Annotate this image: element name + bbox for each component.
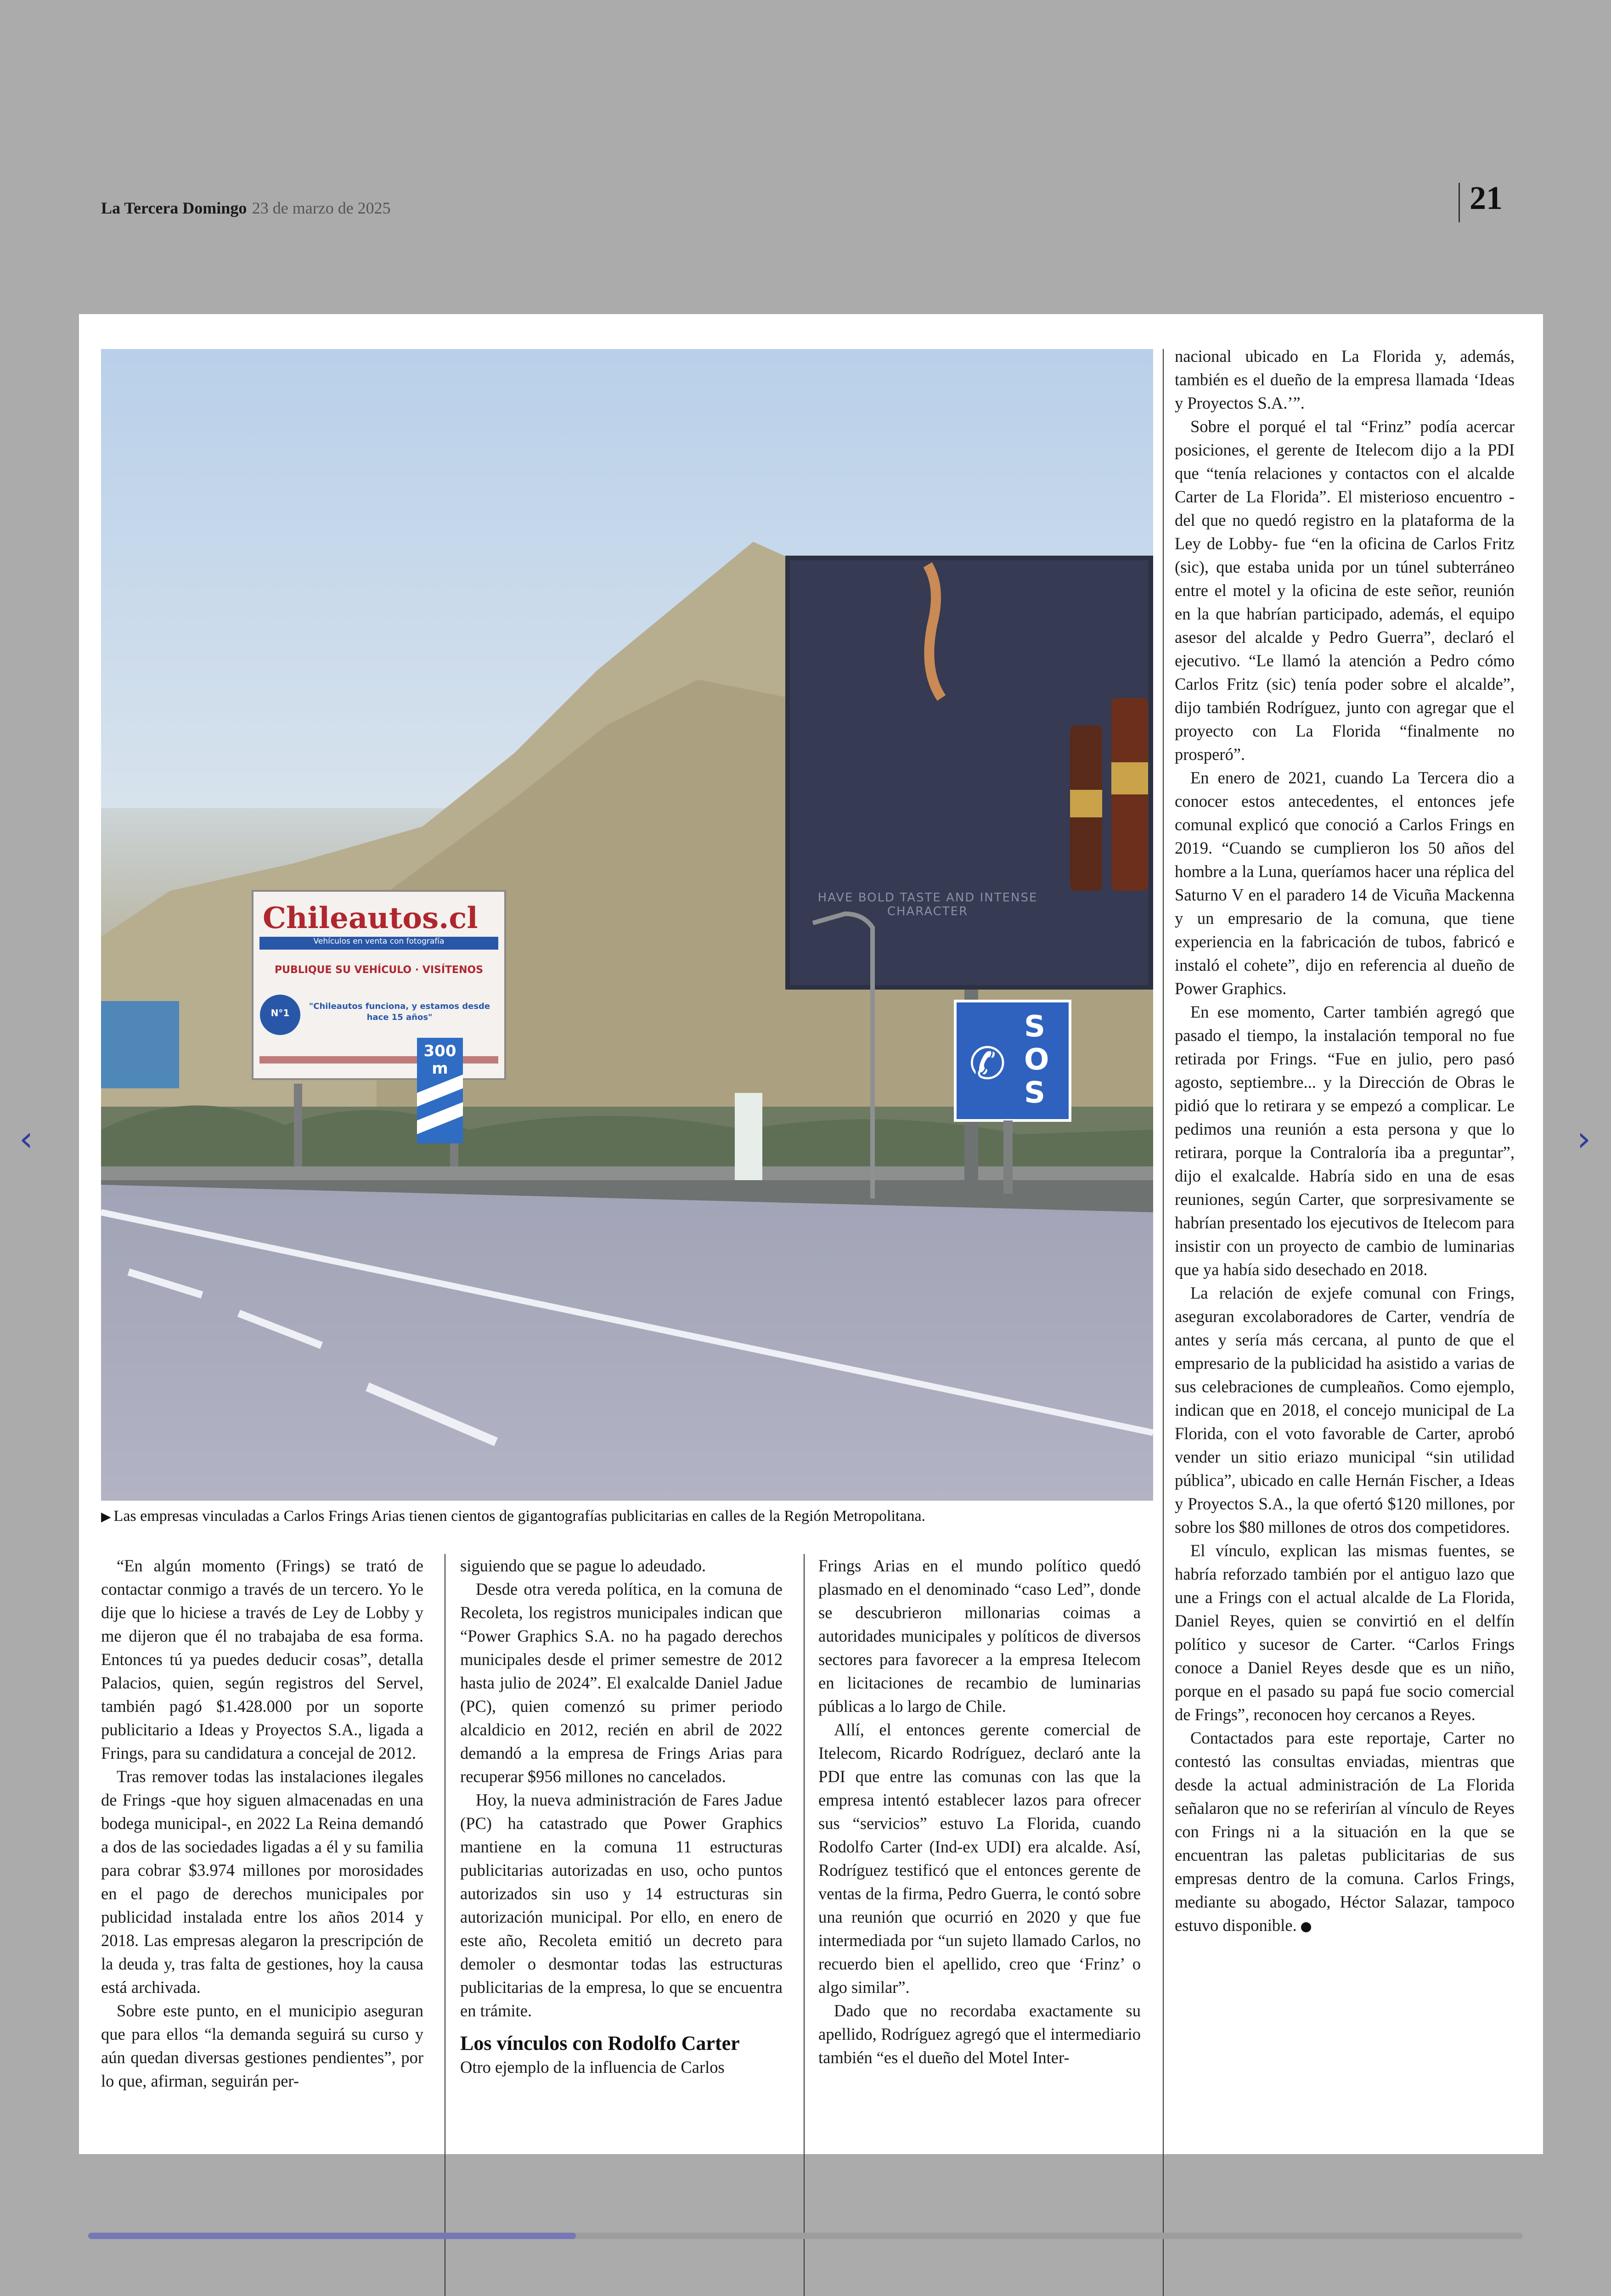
paragraph: Hoy, la nueva administración de Fares Jadue (PC) ha catastrado que Power Graphics mantiene en la comuna 11 estructuras publicitarias autorizadas en uso, ocho puntos autorizados sin uso y 14 estructuras sin autorización municipal. Por ello, en enero de este año, Recoleta emitió un decreto para demoler o desmontar todas las estructuras publicitarias de la empresa, lo que se encuentra en trámite. bbox=[460, 1790, 783, 2020]
end-of-article-icon bbox=[1301, 1922, 1311, 1932]
billboard-tagline: Vehículos en venta con fotografía bbox=[313, 937, 445, 946]
billboard-chileautos bbox=[253, 891, 505, 1079]
chevron-left-icon: ‹ bbox=[19, 1118, 34, 1159]
header-publication bbox=[101, 198, 391, 218]
billboard-cta: PUBLIQUE SU VEHÍCULO · VISÍTENOS bbox=[274, 964, 484, 976]
billboard-brand: Chileautos.cl bbox=[263, 901, 478, 935]
paragraph: Frings Arias en el mundo político quedó plasmado en el denominado “caso Led”, donde se descubrieron millonarias coimas a autoridades municipales y políticos de diversos sectores para favorecer a la empresa Itelecom en licitaciones de recambio de luminarias públicas a lo largo de Chile. bbox=[818, 1556, 1141, 1716]
paragraph: Tras remover todas las instalaciones ilegales de Frings -que hoy siguen almacenadas en una bodega municipal-, en 2022 La Reina demandó a dos de las sociedades ligadas a él y su familia para cobrar $3.974 millones por morosidades en el pago de derechos municipales por publicidad instalada entre los años 2014 y 2018. Las empresas alegaron la prescripción de la deuda y, tras falta de gestiones, hoy la causa está archivada. bbox=[101, 1767, 423, 1997]
sos-label: SOS bbox=[1024, 1010, 1049, 1110]
caption-arrow-icon: ▶ bbox=[101, 1510, 111, 1524]
next-page-button[interactable] bbox=[1568, 1120, 1600, 1157]
column-divider bbox=[804, 1554, 805, 2296]
whisky-slogan: HAVE BOLD TASTE AND INTENSE CHARACTER bbox=[817, 891, 1038, 918]
paragraph: Allí, el entonces gerente comercial de Itelecom, Ricardo Rodríguez, declaró ante la PDI que entre las comunas con las que la empresa intentó establecer lazos para ofrecer sus “servicios” estuvo La Florida, cuando Rodolfo Carter (Ind-ex UDI) era alcalde. Así, Rodríguez testificó que el entonces gerente de ventas de la firma, Pedro Guerra, le contó sobre una reunión que ocurrió en 2020 y que fue intermediada por “un sujeto llamado Carlos, no recuerdo bien el apellido, creo que ‘Frinz’ o algo similar”. bbox=[818, 1720, 1141, 1997]
article-column-2 bbox=[460, 1554, 783, 2079]
phone-icon: ✆ bbox=[969, 1038, 1006, 1089]
paragraph: En enero de 2021, cuando La Tercera dio a conocer estos antecedentes, el entonces jefe comunal explicó que conoció a Carlos Frings en 2019. “Cuando se cumplieron los 50 años del hombre a la Luna, queríamos hacer una réplica del Saturno V en el paradero 14 de Vicuña Mackenna y un empresario de la comuna, que tiene experiencia en la fabricación de tubos, fabricó e instaló el cohete”, dijo en referencia al dueño de Power Graphics. bbox=[1175, 768, 1515, 998]
publication-date: 23 de marzo de 2025 bbox=[252, 199, 391, 217]
billboard-quote: "Chileautos funciona, y estamos desde hace 15 años" bbox=[309, 1002, 490, 1022]
article-photo bbox=[101, 349, 1153, 1501]
header-divider bbox=[1459, 183, 1460, 222]
newspaper-page bbox=[79, 314, 1543, 2154]
paragraph: Desde otra vereda política, en la comuna de Recoleta, los registros municipales indican que “Power Graphics S.A. no ha pagado derechos municipales desde el primer semestre de 2012 hasta julio de 2024”. El exalcalde Daniel Jadue (PC), quien comenzó su primer periodo alcaldicio en 2012, recién en abril de 2022 demandó a la empresa de Frings Arias para recuperar $956 millones no cancelados. bbox=[460, 1580, 783, 1786]
column-divider bbox=[1163, 349, 1164, 2296]
paragraph-text: Contactados para este reportaje, Carter no contestó las consultas enviadas, mientras que desde la actual administración de La Florida señalaron que no se referirían al vínculo de Reyes con Frings ni a la situación en la que se encuentran las paletas publicitarias de sus empresas dentro de la comuna. Carlos Frings, mediante su abogado, Héctor Salazar, tampoco estuvo disponible. bbox=[1175, 1728, 1515, 1935]
reading-progress-bar[interactable] bbox=[88, 2233, 1523, 2239]
paragraph: nacional ubicado en La Florida y, además, también es el dueño de la empresa llamada ‘Ideas y Proyectos S.A.’”. bbox=[1175, 347, 1515, 412]
article-column-4 bbox=[1175, 344, 1515, 1937]
article-column-3 bbox=[818, 1554, 1141, 2069]
article-column-1 bbox=[101, 1554, 423, 2093]
paragraph: Sobre este punto, en el municipio aseguran que para ellos “la demanda seguirá su curso y aún quedan diversas gestiones pendientes”, por lo que, afirman, seguirán per- bbox=[101, 2001, 423, 2090]
paragraph: “En algún momento (Frings) se trató de contactar conmigo a través de un tercero. Yo le dije que lo hiciese a través de Ley de Lobby y me dijeron que él no trabajaba de esa forma. Entonces tú ya puedes deducir cosas”, detalla Palacios, quien, según registros del Servel, también pagó $1.428.000 por un soporte publicitario a Ideas y Proyectos S.A., ligada a Frings, para su candidatura a concejal de 2012. bbox=[101, 1556, 423, 1762]
paragraph: Dado que no recordaba exactamente su apellido, Rodríguez agregó que el intermediario también “es el dueño del Motel Inter- bbox=[818, 2001, 1141, 2067]
sos-sign bbox=[955, 1001, 1070, 1120]
paragraph: siguiendo que se pague lo adeudado. bbox=[460, 1556, 706, 1575]
chevron-right-icon: › bbox=[1577, 1118, 1591, 1159]
paragraph: El vínculo, explican las mismas fuentes, se habría reforzado también por el antiguo lazo que une a Frings con el actual alcalde de La Florida, Daniel Reyes, quien se convirtió en el delfín político y sucesor de Carter. “Carlos Frings conoce a Daniel Reyes desde que es un niño, porque en el pasado su papá fue socio comercial de Frings”, reconocen hoy cercanos a Reyes. bbox=[1175, 1541, 1515, 1724]
photo-caption bbox=[101, 1507, 1153, 1526]
page-number: 21 bbox=[1470, 180, 1503, 216]
publication-name: La Tercera Domingo bbox=[101, 199, 247, 217]
prev-page-button[interactable] bbox=[10, 1120, 42, 1157]
caption-text: Las empresas vinculadas a Carlos Frings Arias tienen cientos de gigantografías publicitarias en calles de la Región Metropolitana. bbox=[113, 1508, 926, 1525]
billboard-badge: N°1 bbox=[270, 1007, 290, 1019]
paragraph bbox=[1175, 1726, 1515, 1937]
reading-progress-fill bbox=[88, 2233, 576, 2239]
paragraph: Otro ejemplo de la influencia de Carlos bbox=[460, 2058, 725, 2077]
distance-sign: 300 m bbox=[423, 1042, 456, 1078]
section-heading: Los vínculos con Rodolfo Carter bbox=[460, 2032, 740, 2054]
paragraph: La relación de exjefe comunal con Frings, aseguran excolaboradores de Carter, vendría de antes y sería más cercana, al punto de que el empresario de la publicidad ha asistido a varias de sus celebraciones de cumpleaños. Como ejemplo, indican que en 2018, el concejo municipal de La Florida, con el voto favorable de Carter, aprobó vender un sitio eriazo municipal “sin utilidad pública”, ubicado en calle Hernán Fischer, a Ideas y Proyectos S.A., la que ofertó $120 millones, por sobre los $80 millones de otros dos competidores. bbox=[1175, 1283, 1515, 1536]
paragraph: Sobre el porqué el tal “Frinz” podía acercar posiciones, el gerente de Itelecom dijo a la PDI que “tenía relaciones y contactos con el alcalde Carter de La Florida”. El misterioso encuentro -del que no quedó registro en la plataforma de la Ley de Lobby- fue “en la oficina de Carlos Fritz (sic), que estaba unida por un túnel subterráneo entre el motel y la oficina de este señor, reunión en la que habrían participado, además, el equipo asesor del alcalde y Pedro Guerra”, declaró el ejecutivo. “Le llamó la atención a Pedro cómo Carlos Fritz (sic) tenía poder sobre el alcalde”, dijo también Rodríguez, junto con agregar que el proyecto con La Florida “finalmente no prosperó”. bbox=[1175, 417, 1515, 764]
paragraph: En ese momento, Carter también agregó que pasado el tiempo, la instalación temporal no fue retirada por Frings. “Fue en julio, pero pasó agosto, septiembre... y la Dirección de Obras le pidió que lo retirara y se empezó a complicar. Le pedimos una reunión a esta persona y que lo retirara, porque la Contraloría iba a preguntar”, dijo el exalcalde. Habría sido en una de esas reuniones, según Carter, que sorpresivamente se habrían presentado los ejecutivos de Itelecom para insistir con un proyecto de cambio de luminarias que ya había sido desechado en 2018. bbox=[1175, 1002, 1515, 1279]
